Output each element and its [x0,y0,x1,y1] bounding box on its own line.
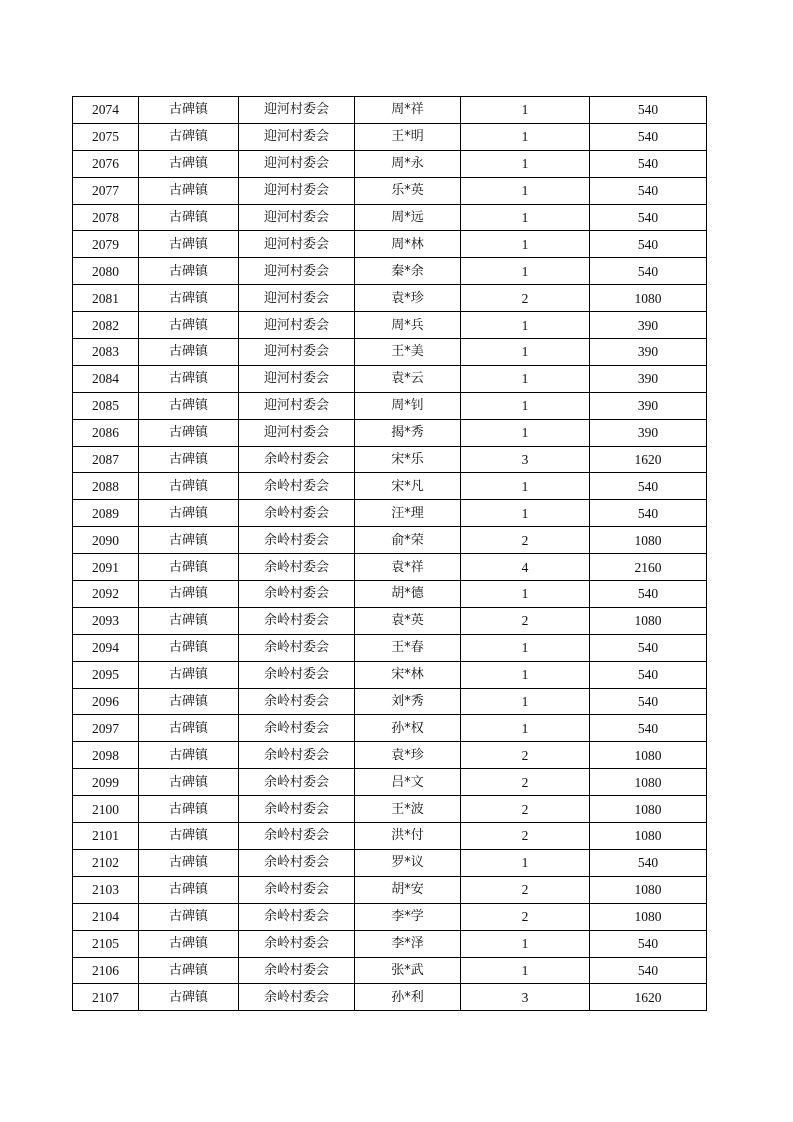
row-number-cell: 2090 [73,527,139,554]
count-cell: 2 [461,796,590,823]
count-cell: 2 [461,607,590,634]
row-number-cell: 2087 [73,446,139,473]
count-cell: 1 [461,339,590,366]
town-cell: 古碑镇 [139,849,239,876]
name-cell: 李*学 [355,903,461,930]
amount-cell: 540 [590,849,707,876]
name-cell: 孙*权 [355,715,461,742]
town-cell: 古碑镇 [139,957,239,984]
amount-cell: 540 [590,634,707,661]
name-cell: 周*祥 [355,97,461,124]
village-committee-cell: 迎河村委会 [239,204,355,231]
village-committee-cell: 余岭村委会 [239,849,355,876]
amount-cell: 540 [590,97,707,124]
count-cell: 1 [461,581,590,608]
town-cell: 古碑镇 [139,204,239,231]
village-committee-cell: 余岭村委会 [239,581,355,608]
town-cell: 古碑镇 [139,823,239,850]
amount-cell: 540 [590,123,707,150]
name-cell: 宋*乐 [355,446,461,473]
name-cell: 王*美 [355,339,461,366]
row-number-cell: 2100 [73,796,139,823]
amount-cell: 390 [590,312,707,339]
amount-cell: 540 [590,581,707,608]
name-cell: 孙*利 [355,984,461,1011]
amount-cell: 540 [590,500,707,527]
table-row [73,231,707,258]
amount-cell: 1620 [590,446,707,473]
name-cell: 汪*理 [355,500,461,527]
amount-cell: 1080 [590,823,707,850]
town-cell: 古碑镇 [139,554,239,581]
village-committee-cell: 余岭村委会 [239,769,355,796]
town-cell: 古碑镇 [139,97,239,124]
count-cell: 3 [461,446,590,473]
town-cell: 古碑镇 [139,634,239,661]
count-cell: 2 [461,769,590,796]
name-cell: 李*泽 [355,930,461,957]
table-row [73,527,707,554]
table-row [73,930,707,957]
name-cell: 袁*珍 [355,285,461,312]
name-cell: 罗*议 [355,849,461,876]
amount-cell: 390 [590,365,707,392]
row-number-cell: 2092 [73,581,139,608]
table-row [73,285,707,312]
count-cell: 1 [461,204,590,231]
amount-cell: 2160 [590,554,707,581]
village-committee-cell: 余岭村委会 [239,607,355,634]
table-row [73,312,707,339]
table-row [73,258,707,285]
town-cell: 古碑镇 [139,392,239,419]
table-row [73,365,707,392]
table-row [73,150,707,177]
name-cell: 王*明 [355,123,461,150]
amount-cell: 1080 [590,285,707,312]
town-cell: 古碑镇 [139,285,239,312]
village-committee-cell: 迎河村委会 [239,392,355,419]
count-cell: 1 [461,500,590,527]
town-cell: 古碑镇 [139,984,239,1011]
row-number-cell: 2096 [73,688,139,715]
table-row [73,823,707,850]
village-committee-cell: 迎河村委会 [239,97,355,124]
village-committee-cell: 余岭村委会 [239,796,355,823]
town-cell: 古碑镇 [139,473,239,500]
row-number-cell: 2098 [73,742,139,769]
name-cell: 揭*秀 [355,419,461,446]
amount-cell: 1620 [590,984,707,1011]
village-committee-cell: 余岭村委会 [239,446,355,473]
amount-cell: 1080 [590,796,707,823]
town-cell: 古碑镇 [139,446,239,473]
amount-cell: 540 [590,150,707,177]
row-number-cell: 2102 [73,849,139,876]
village-committee-cell: 余岭村委会 [239,688,355,715]
row-number-cell: 2076 [73,150,139,177]
table-row [73,742,707,769]
town-cell: 古碑镇 [139,769,239,796]
count-cell: 1 [461,123,590,150]
table-row [73,607,707,634]
amount-cell: 540 [590,957,707,984]
village-committee-cell: 余岭村委会 [239,527,355,554]
amount-cell: 540 [590,661,707,688]
town-cell: 古碑镇 [139,581,239,608]
count-cell: 1 [461,715,590,742]
table-row [73,473,707,500]
table-row [73,661,707,688]
town-cell: 古碑镇 [139,742,239,769]
count-cell: 2 [461,876,590,903]
count-cell: 2 [461,527,590,554]
data-table [72,96,707,1011]
name-cell: 周*永 [355,150,461,177]
row-number-cell: 2089 [73,500,139,527]
count-cell: 1 [461,957,590,984]
town-cell: 古碑镇 [139,903,239,930]
village-committee-cell: 余岭村委会 [239,554,355,581]
count-cell: 1 [461,473,590,500]
count-cell: 1 [461,150,590,177]
town-cell: 古碑镇 [139,715,239,742]
table-row [73,849,707,876]
village-committee-cell: 迎河村委会 [239,150,355,177]
table-row [73,903,707,930]
count-cell: 2 [461,285,590,312]
table-body [73,97,707,1011]
table-row [73,715,707,742]
village-committee-cell: 迎河村委会 [239,419,355,446]
amount-cell: 1080 [590,742,707,769]
town-cell: 古碑镇 [139,339,239,366]
row-number-cell: 2079 [73,231,139,258]
village-committee-cell: 迎河村委会 [239,365,355,392]
village-committee-cell: 余岭村委会 [239,984,355,1011]
count-cell: 1 [461,419,590,446]
village-committee-cell: 迎河村委会 [239,285,355,312]
name-cell: 胡*德 [355,581,461,608]
amount-cell: 1080 [590,876,707,903]
amount-cell: 390 [590,339,707,366]
row-number-cell: 2088 [73,473,139,500]
count-cell: 1 [461,688,590,715]
name-cell: 胡*安 [355,876,461,903]
name-cell: 秦*余 [355,258,461,285]
name-cell: 王*波 [355,796,461,823]
table-row [73,554,707,581]
count-cell: 1 [461,365,590,392]
amount-cell: 540 [590,930,707,957]
row-number-cell: 2104 [73,903,139,930]
amount-cell: 540 [590,177,707,204]
village-committee-cell: 迎河村委会 [239,258,355,285]
row-number-cell: 2075 [73,123,139,150]
town-cell: 古碑镇 [139,876,239,903]
table-row [73,769,707,796]
village-committee-cell: 余岭村委会 [239,500,355,527]
amount-cell: 540 [590,473,707,500]
row-number-cell: 2094 [73,634,139,661]
table-row [73,392,707,419]
name-cell: 周*钊 [355,392,461,419]
name-cell: 洪*付 [355,823,461,850]
count-cell: 2 [461,823,590,850]
row-number-cell: 2101 [73,823,139,850]
count-cell: 1 [461,392,590,419]
row-number-cell: 2103 [73,876,139,903]
town-cell: 古碑镇 [139,365,239,392]
name-cell: 袁*祥 [355,554,461,581]
row-number-cell: 2091 [73,554,139,581]
count-cell: 1 [461,97,590,124]
row-number-cell: 2077 [73,177,139,204]
village-committee-cell: 余岭村委会 [239,473,355,500]
row-number-cell: 2074 [73,97,139,124]
amount-cell: 540 [590,204,707,231]
village-committee-cell: 余岭村委会 [239,742,355,769]
row-number-cell: 2078 [73,204,139,231]
town-cell: 古碑镇 [139,258,239,285]
row-number-cell: 2105 [73,930,139,957]
amount-cell: 1080 [590,607,707,634]
amount-cell: 540 [590,715,707,742]
village-committee-cell: 迎河村委会 [239,231,355,258]
table-row [73,581,707,608]
town-cell: 古碑镇 [139,661,239,688]
count-cell: 1 [461,661,590,688]
amount-cell: 1080 [590,903,707,930]
town-cell: 古碑镇 [139,419,239,446]
village-committee-cell: 余岭村委会 [239,823,355,850]
table-row [73,177,707,204]
count-cell: 4 [461,554,590,581]
town-cell: 古碑镇 [139,527,239,554]
table-row [73,123,707,150]
count-cell: 2 [461,742,590,769]
town-cell: 古碑镇 [139,177,239,204]
name-cell: 王*春 [355,634,461,661]
row-number-cell: 2086 [73,419,139,446]
village-committee-cell: 迎河村委会 [239,312,355,339]
village-committee-cell: 余岭村委会 [239,930,355,957]
town-cell: 古碑镇 [139,123,239,150]
row-number-cell: 2099 [73,769,139,796]
count-cell: 2 [461,903,590,930]
name-cell: 乐*英 [355,177,461,204]
town-cell: 古碑镇 [139,312,239,339]
row-number-cell: 2095 [73,661,139,688]
name-cell: 宋*林 [355,661,461,688]
name-cell: 周*林 [355,231,461,258]
amount-cell: 540 [590,258,707,285]
village-committee-cell: 余岭村委会 [239,957,355,984]
name-cell: 周*兵 [355,312,461,339]
count-cell: 3 [461,984,590,1011]
amount-cell: 540 [590,688,707,715]
table-row [73,634,707,661]
table-row [73,957,707,984]
row-number-cell: 2083 [73,339,139,366]
table-row [73,419,707,446]
amount-cell: 1080 [590,527,707,554]
row-number-cell: 2080 [73,258,139,285]
village-committee-cell: 余岭村委会 [239,634,355,661]
village-committee-cell: 余岭村委会 [239,903,355,930]
name-cell: 刘*秀 [355,688,461,715]
name-cell: 吕*文 [355,769,461,796]
count-cell: 1 [461,177,590,204]
table-row [73,500,707,527]
town-cell: 古碑镇 [139,930,239,957]
amount-cell: 390 [590,392,707,419]
village-committee-cell: 迎河村委会 [239,339,355,366]
name-cell: 俞*荣 [355,527,461,554]
row-number-cell: 2084 [73,365,139,392]
count-cell: 1 [461,312,590,339]
town-cell: 古碑镇 [139,688,239,715]
row-number-cell: 2107 [73,984,139,1011]
count-cell: 1 [461,849,590,876]
town-cell: 古碑镇 [139,796,239,823]
name-cell: 张*武 [355,957,461,984]
table-row [73,446,707,473]
table-row [73,688,707,715]
row-number-cell: 2106 [73,957,139,984]
row-number-cell: 2093 [73,607,139,634]
name-cell: 袁*珍 [355,742,461,769]
count-cell: 1 [461,231,590,258]
village-committee-cell: 余岭村委会 [239,715,355,742]
count-cell: 1 [461,258,590,285]
village-committee-cell: 迎河村委会 [239,177,355,204]
name-cell: 袁*英 [355,607,461,634]
table-row [73,796,707,823]
name-cell: 袁*云 [355,365,461,392]
table-row [73,339,707,366]
amount-cell: 390 [590,419,707,446]
table-row [73,204,707,231]
row-number-cell: 2085 [73,392,139,419]
table-row [73,876,707,903]
count-cell: 1 [461,930,590,957]
row-number-cell: 2081 [73,285,139,312]
name-cell: 宋*凡 [355,473,461,500]
town-cell: 古碑镇 [139,607,239,634]
village-committee-cell: 迎河村委会 [239,123,355,150]
amount-cell: 1080 [590,769,707,796]
row-number-cell: 2082 [73,312,139,339]
count-cell: 1 [461,634,590,661]
amount-cell: 540 [590,231,707,258]
village-committee-cell: 余岭村委会 [239,876,355,903]
town-cell: 古碑镇 [139,231,239,258]
table-row [73,97,707,124]
town-cell: 古碑镇 [139,500,239,527]
table-row [73,984,707,1011]
village-committee-cell: 余岭村委会 [239,661,355,688]
town-cell: 古碑镇 [139,150,239,177]
row-number-cell: 2097 [73,715,139,742]
name-cell: 周*远 [355,204,461,231]
